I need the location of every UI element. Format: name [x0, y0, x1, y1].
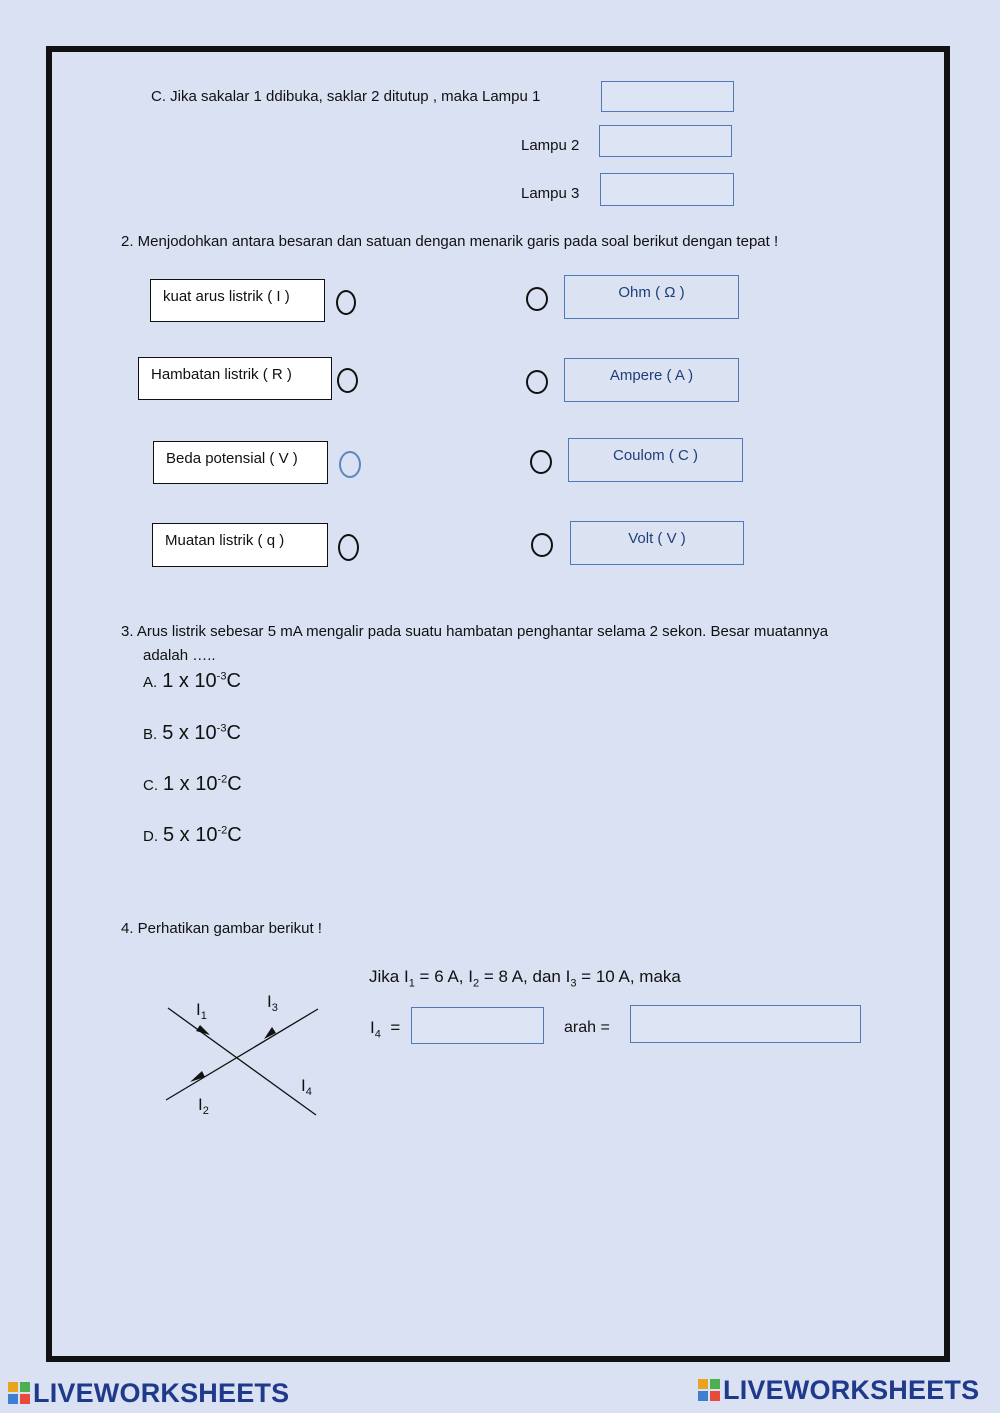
option-unit: C: [226, 722, 241, 744]
lamp1-answer-box[interactable]: [601, 81, 734, 112]
q3-option-c[interactable]: [143, 773, 242, 796]
match-right-item: Volt ( V ): [570, 521, 744, 565]
given-t2: = 8 A, dan: [479, 967, 566, 986]
i4-label: $I_4$ =: [370, 1018, 401, 1041]
option-letter: D.: [143, 828, 158, 845]
svg-text:I4: $I_4$: [301, 1076, 312, 1098]
current-junction-diagram: [150, 985, 340, 1130]
i4-label-sub: 4: [374, 1028, 381, 1041]
q1c-question: C. Jika sakalar 1 ddibuka, saklar 2 ditutup , maka Lampu 1: [151, 88, 541, 105]
label-i2-sub: 2: [202, 1105, 209, 1117]
lamp2-answer-box[interactable]: [599, 125, 732, 157]
match-left-dot[interactable]: [338, 534, 359, 561]
match-right-item: Coulom ( C ): [568, 438, 743, 482]
match-right-dot[interactable]: [526, 287, 548, 311]
lamp2-label: Lampu 2: [521, 137, 580, 154]
brand-text: LIVEWORKSHEETS: [33, 1378, 290, 1408]
option-base: 1 x 10: [162, 670, 217, 692]
option-base: 5 x 10: [162, 722, 217, 744]
option-unit: C: [227, 824, 242, 846]
match-left-item: Muatan listrik ( q ): [152, 523, 328, 567]
match-right-item: Ampere ( A ): [564, 358, 739, 402]
q3-option-b[interactable]: [143, 722, 241, 745]
match-left-item: Beda potensial ( V ): [153, 441, 328, 484]
option-exponent: -2: [217, 824, 228, 837]
label-i3-sub: 3: [271, 1002, 278, 1014]
brand-mark-icon: [8, 1382, 30, 1404]
option-unit: C: [226, 670, 241, 692]
brand-logo-left: [8, 1378, 289, 1409]
label-i1-sub: 1: [200, 1010, 207, 1022]
q2-question: 2. Menjodohkan antara besaran dan satuan dengan menarik garis pada soal berikut dengan tepat !: [121, 233, 779, 250]
option-exponent: -3: [216, 722, 227, 735]
q4-given-values: Jika $I_1 = 6$ A, $I_2 = 8$ A, dan $I_3 = 10$ A, maka: [369, 967, 681, 990]
option-letter: B.: [143, 726, 158, 743]
lamp3-label: Lampu 3: [521, 185, 580, 202]
q3-option-a[interactable]: [143, 670, 241, 693]
match-right-dot[interactable]: [526, 370, 548, 394]
brand-logo-right: [698, 1375, 979, 1406]
q3-option-d[interactable]: [143, 824, 242, 847]
option-letter: A.: [143, 674, 158, 691]
brand-mark-icon: [698, 1379, 720, 1401]
match-left-dot[interactable]: [339, 451, 361, 478]
given-t3: = 10 A, maka: [576, 967, 681, 986]
i4-answer-box[interactable]: [411, 1007, 544, 1044]
q3-question-line2: adalah …..: [143, 647, 216, 664]
option-base: 1 x 10: [163, 773, 218, 795]
match-left-dot[interactable]: [336, 290, 356, 315]
i4-equals: =: [390, 1018, 401, 1037]
brand-text: LIVEWORKSHEETS: [723, 1375, 980, 1405]
match-right-dot[interactable]: [530, 450, 552, 474]
option-base: 5 x 10: [163, 824, 218, 846]
q3-question-line1: 3. Arus listrik sebesar 5 mA mengalir pada suatu hambatan penghantar selama 2 sekon. Besar muatannya: [121, 623, 829, 640]
svg-text:I2: $I_2$: [198, 1095, 209, 1117]
q4-question: 4. Perhatikan gambar berikut !: [121, 920, 322, 937]
match-left-dot[interactable]: [337, 368, 358, 393]
match-right-item: Ohm ( Ω ): [564, 275, 739, 319]
arah-label: arah =: [564, 1019, 610, 1036]
given-prefix: Jika: [369, 967, 404, 986]
label-i4-sub: 4: [305, 1086, 312, 1098]
lamp3-answer-box[interactable]: [600, 173, 734, 206]
given-i2-sub: 2: [472, 977, 480, 990]
match-left-item: Hambatan listrik ( R ): [138, 357, 332, 400]
arrow-i2-icon: [190, 1071, 205, 1082]
match-left-item: kuat arus listrik ( I ): [150, 279, 325, 322]
given-i3-sub: 3: [570, 977, 577, 990]
svg-text:I3: $I_3$: [267, 992, 278, 1014]
match-right-dot[interactable]: [531, 533, 553, 557]
option-letter: C.: [143, 777, 158, 794]
given-i1-sub: 1: [408, 977, 415, 990]
svg-text:I1: $I_1$: [196, 1000, 207, 1022]
option-unit: C: [227, 773, 242, 795]
given-t1: = 6 A,: [414, 967, 469, 986]
option-exponent: -3: [216, 670, 227, 683]
option-exponent: -2: [217, 773, 228, 786]
arah-answer-box[interactable]: [630, 1005, 861, 1043]
